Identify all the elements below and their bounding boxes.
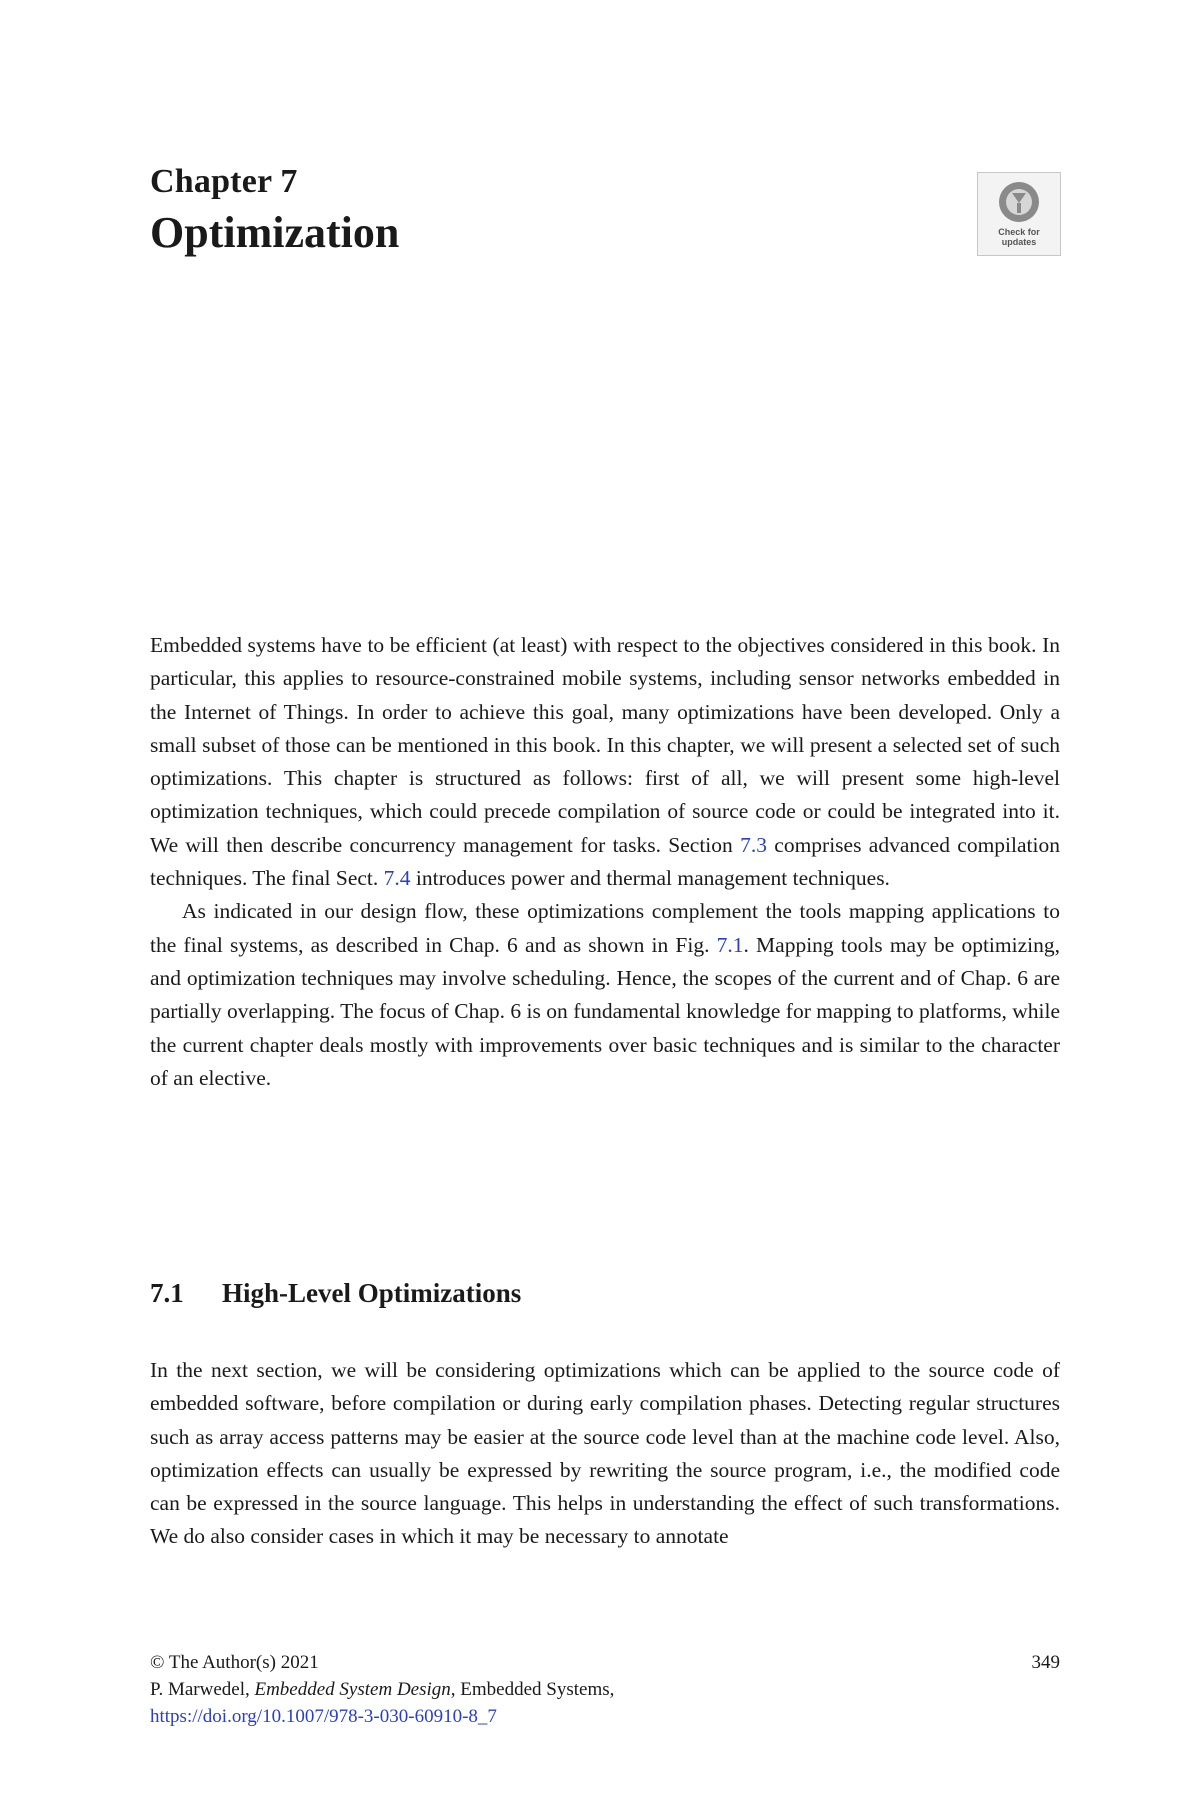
section-link[interactable]: 7.3 bbox=[740, 832, 767, 857]
figure-link[interactable]: 7.1 bbox=[716, 932, 744, 957]
intro-paragraph-1: Embedded systems have to be efficient (at least) with respect to the objectives considered in this book. In particular, this applies to resource-constrained mobile systems, including sensor networks embedded in the Internet of Things. In order to achieve this goal, many optimizations have been developed. Only a small subset of those can be mentioned in this book. In this chapter, we will present a selected set of such optimizations. This chapter is structured as follows: first of all, we will present some high-level optimization techniques, which could precede compilation of source code or could be integrated into it. We will then describe concurrency management for tasks. Section 7.3 comprises advanced compilation techniques. The final Sect. 7.4 introduces power and thermal management techniques. bbox=[150, 633, 1060, 891]
section-text bbox=[150, 1354, 1060, 1554]
section-title: High-Level Optimizations bbox=[222, 1278, 522, 1308]
citation-line: P. Marwedel, Embedded System Design, Embedded Systems, bbox=[150, 1679, 615, 1700]
check-for-updates-badge[interactable] bbox=[977, 172, 1061, 256]
book-title: Embedded System Design bbox=[254, 1679, 451, 1700]
badge-label: Check for updates bbox=[998, 227, 1040, 247]
page-footer bbox=[150, 1649, 1060, 1730]
section-number: 7.1 bbox=[150, 1278, 184, 1308]
section-paragraph: In the next section, we will be considering optimizations which can be applied to the source code of embedded software, before compilation or during early compilation phases. Detecting regular structures such as array access patterns may be easier at the source code level than at the machine code level. Also, optimization effects can usually be expressed by rewriting the source program, i.e., the modified code can be expressed in the source language. This helps in understanding the effect of such transformations. We do also consider cases in which it may be necessary to annotate bbox=[150, 1358, 1060, 1549]
page-number: 349 bbox=[1031, 1652, 1060, 1673]
doi-link[interactable]: https://doi.org/10.1007/978-3-030-60910-8_7 bbox=[150, 1706, 497, 1727]
copyright-line: © The Author(s) 2021 bbox=[150, 1652, 319, 1673]
section-heading bbox=[150, 1278, 521, 1309]
intro-text bbox=[150, 629, 1060, 1095]
intro-paragraph-2: As indicated in our design flow, these optimizations complement the tools mapping applications to the final systems, as described in Chap. 6 and as shown in Fig. 7.1. Mapping tools may be optimizing, and optimization techniques may involve scheduling. Hence, the scopes of the current and of Chap. 6 are partially overlapping. The focus of Chap. 6 is on fundamental knowledge for mapping to platforms, while the current chapter deals mostly with improvements over basic techniques and is similar to the character of an elective. bbox=[150, 899, 1060, 1090]
chapter-title: Optimization bbox=[150, 208, 400, 257]
chapter-label: Chapter 7 bbox=[150, 163, 298, 200]
section-link[interactable]: 7.4 bbox=[383, 866, 411, 891]
crossmark-icon bbox=[996, 179, 1042, 225]
